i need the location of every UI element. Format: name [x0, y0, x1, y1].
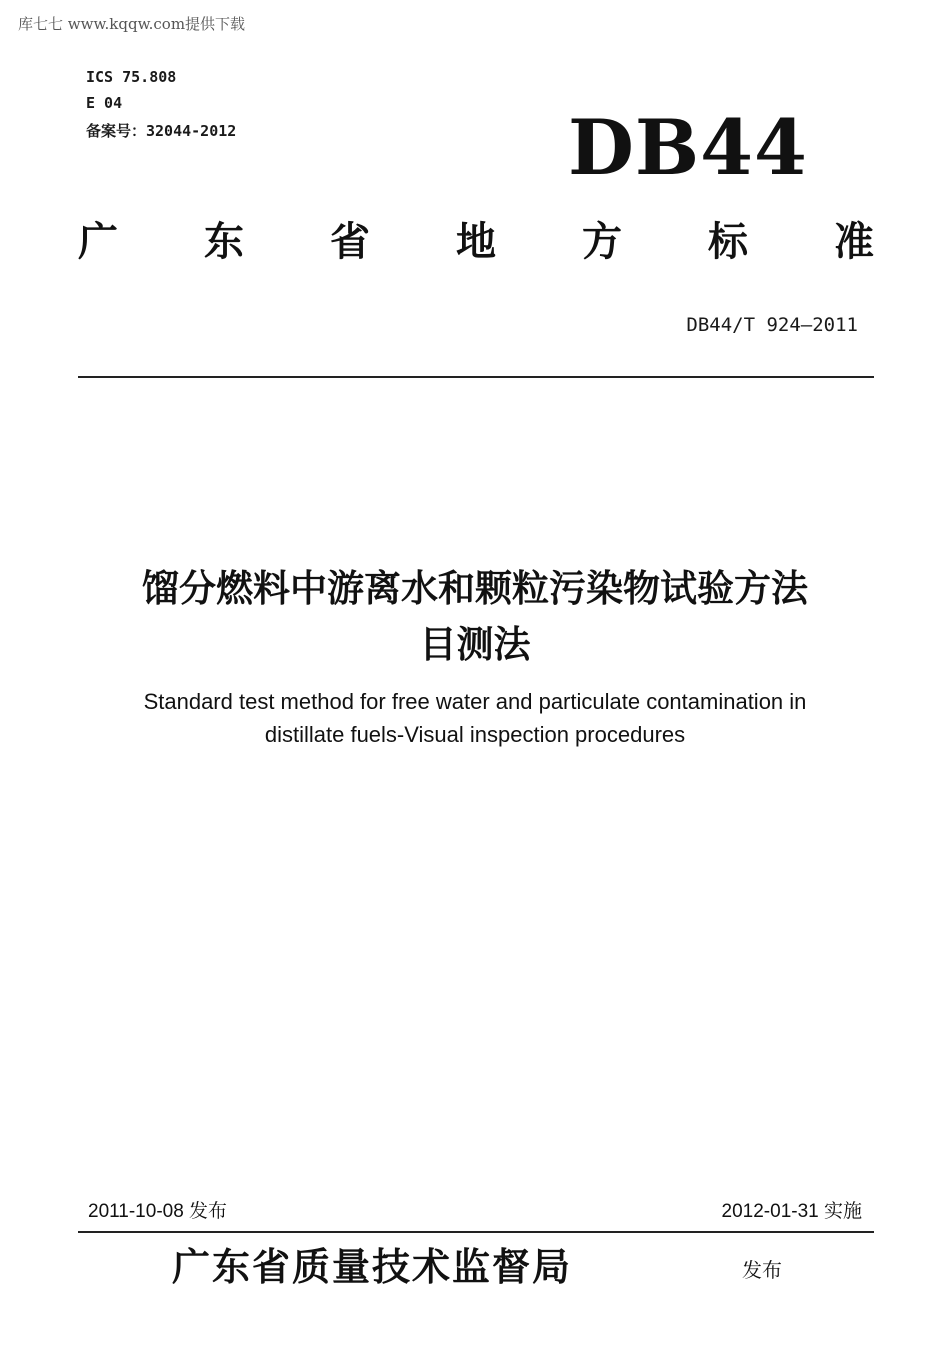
title-english-line-1: Standard test method for free water and particulate contamination in — [143, 689, 807, 714]
issuer-suffix: 发布 — [742, 1258, 782, 1282]
standard-type-char: 方 — [582, 218, 622, 265]
standard-type-char: 东 — [204, 218, 244, 265]
title-english-line-2: distillate fuels-Visual inspection procedures — [264, 722, 686, 747]
standard-type-char: 准 — [834, 218, 874, 265]
standard-type-char: 广 — [78, 218, 118, 265]
standard-number: DB44/T 924—2011 — [686, 314, 858, 336]
standard-type-char: 标 — [708, 218, 748, 265]
title-chinese-line-2: 目测法 — [419, 623, 531, 666]
record-number: 备案号：32044-2012 — [86, 122, 237, 140]
category-code: E 04 — [86, 94, 123, 112]
standard-type-char: 省 — [330, 218, 370, 265]
implementation-date: 2012-01-31 实施 — [721, 1201, 862, 1222]
ics-code: ICS 75.808 — [86, 68, 177, 86]
title-chinese-line-1: 馏分燃料中游离水和颗粒污染物试验方法 — [142, 567, 808, 610]
db44-logo: DB44 — [568, 103, 808, 192]
issuer-name: 广东省质量技术监督局 — [172, 1244, 573, 1289]
watermark-text: 库七七 www.kqqw.com提供下载 — [18, 15, 246, 33]
standard-type-char: 地 — [456, 218, 496, 265]
bottom-divider — [78, 1231, 874, 1233]
issue-date: 2011-10-08 发布 — [88, 1201, 228, 1222]
top-divider — [78, 376, 874, 378]
standard-type-heading — [78, 218, 874, 265]
